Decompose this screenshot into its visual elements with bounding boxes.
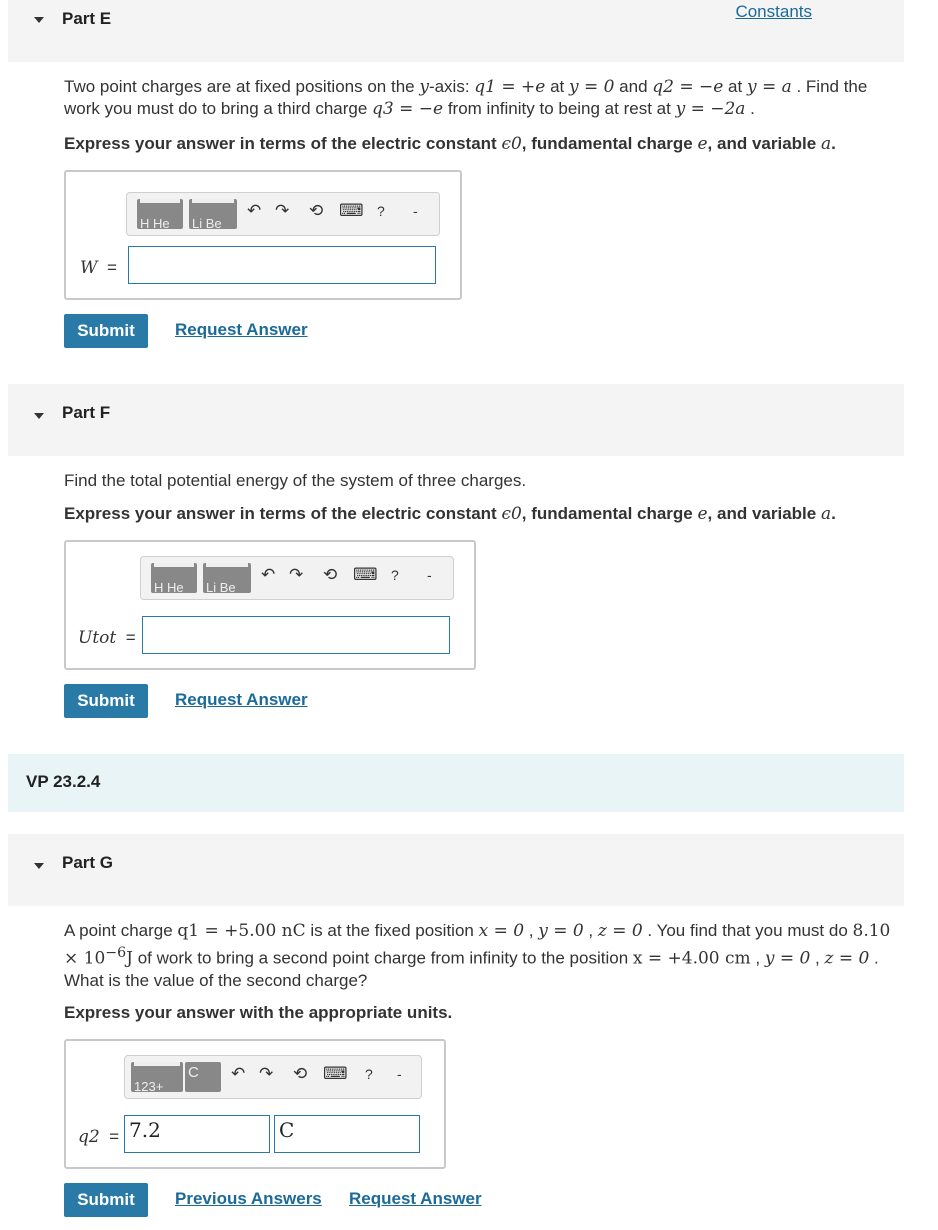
math-toolbar: [126, 192, 440, 236]
redo-icon[interactable]: ↷: [289, 565, 304, 584]
answer-input[interactable]: [142, 616, 450, 654]
part-f-header[interactable]: [8, 384, 904, 456]
undo-icon[interactable]: ↶: [261, 565, 276, 584]
part-f-prompt: Find the total potential energy of the system of three charges.: [64, 471, 527, 490]
part-g-header[interactable]: [8, 834, 904, 906]
units-button[interactable]: C: [185, 1062, 221, 1092]
redo-icon[interactable]: ↷: [259, 1064, 274, 1083]
request-answer-link[interactable]: Request Answer: [175, 320, 308, 339]
symbols-button[interactable]: Li Be: [203, 563, 251, 593]
part-f-title: Part F: [62, 403, 111, 422]
keyboard-icon[interactable]: ⌨: [353, 565, 378, 584]
part-g-prompt: A point charge q1 = +5.00 nC is at the fixed position x = 0 , y = 0 , z = 0 . You find that you must do $8.10 \times 10^{-6}J$ of work to bring a second point charge from infinity to the position x = +4.00 cm , y = 0 , z = 0 . What is the value of the second charge?: [64, 921, 891, 990]
reset-icon[interactable]: ⟲: [323, 565, 338, 584]
keyboard-icon[interactable]: ⌨: [339, 201, 364, 220]
submit-button[interactable]: Submit: [64, 314, 148, 348]
reset-icon[interactable]: ⟲: [293, 1064, 308, 1083]
undo-icon[interactable]: ↶: [247, 201, 262, 220]
collapse-arrow-icon[interactable]: [34, 413, 44, 419]
vp-title: VP 23.2.4: [26, 772, 101, 791]
variable-label: W =: [80, 258, 117, 278]
more-icon[interactable]: -: [397, 1066, 402, 1082]
redo-icon[interactable]: ↷: [275, 201, 290, 220]
constants-link[interactable]: Constants: [735, 2, 812, 21]
units-template-button[interactable]: 123+: [131, 1062, 183, 1092]
request-answer-link[interactable]: Request Answer: [349, 1189, 482, 1208]
variable-label: Utot =: [78, 628, 136, 648]
collapse-arrow-icon[interactable]: [34, 863, 44, 869]
part-f-instruction: Express your answer in terms of the electric constant ϵ0, fundamental charge e, and variable a.: [64, 504, 836, 524]
reset-icon[interactable]: ⟲: [309, 201, 324, 220]
units-input[interactable]: C: [274, 1115, 420, 1153]
request-answer-link[interactable]: Request Answer: [175, 690, 308, 709]
part-e-prompt: Two point charges are at fixed positions on the y-axis: q1 = +e at y = 0 and q2 = −e at y = a . Find the work you must do to bring a third charge q3 = −e from infinity to being at rest at y = −2a .: [64, 77, 868, 119]
keyboard-icon[interactable]: ⌨: [323, 1064, 348, 1083]
math-toolbar: [124, 1055, 422, 1099]
more-icon[interactable]: -: [427, 567, 432, 583]
previous-answers-link[interactable]: Previous Answers: [175, 1189, 322, 1208]
part-f-answer-box: [64, 540, 476, 670]
templates-button[interactable]: H He: [137, 199, 183, 229]
more-icon[interactable]: -: [413, 203, 418, 219]
answer-input[interactable]: [128, 246, 436, 284]
help-icon[interactable]: ?: [391, 567, 399, 583]
part-g-instruction: Express your answer with the appropriate units.: [64, 1003, 453, 1022]
undo-icon[interactable]: ↶: [231, 1064, 246, 1083]
value-input[interactable]: 7.2: [124, 1115, 270, 1153]
symbols-button[interactable]: Li Be: [189, 199, 237, 229]
part-e-instruction: Express your answer in terms of the electric constant ϵ0, fundamental charge e, and variable a.: [64, 134, 836, 154]
part-g-answer-box: [64, 1039, 446, 1169]
submit-button[interactable]: Submit: [64, 1183, 148, 1217]
part-e-answer-box: [64, 170, 462, 300]
help-icon[interactable]: ?: [377, 203, 385, 219]
collapse-arrow-icon[interactable]: [34, 17, 44, 23]
part-e-title: Part E: [62, 9, 112, 28]
submit-button[interactable]: Submit: [64, 684, 148, 718]
math-toolbar: [140, 556, 454, 600]
part-g-title: Part G: [62, 853, 114, 872]
templates-button[interactable]: H He: [151, 563, 197, 593]
vp-section-header: [8, 754, 904, 812]
variable-label: q2 =: [78, 1127, 120, 1147]
part-e-header[interactable]: [8, 0, 904, 62]
help-icon[interactable]: ?: [365, 1066, 373, 1082]
